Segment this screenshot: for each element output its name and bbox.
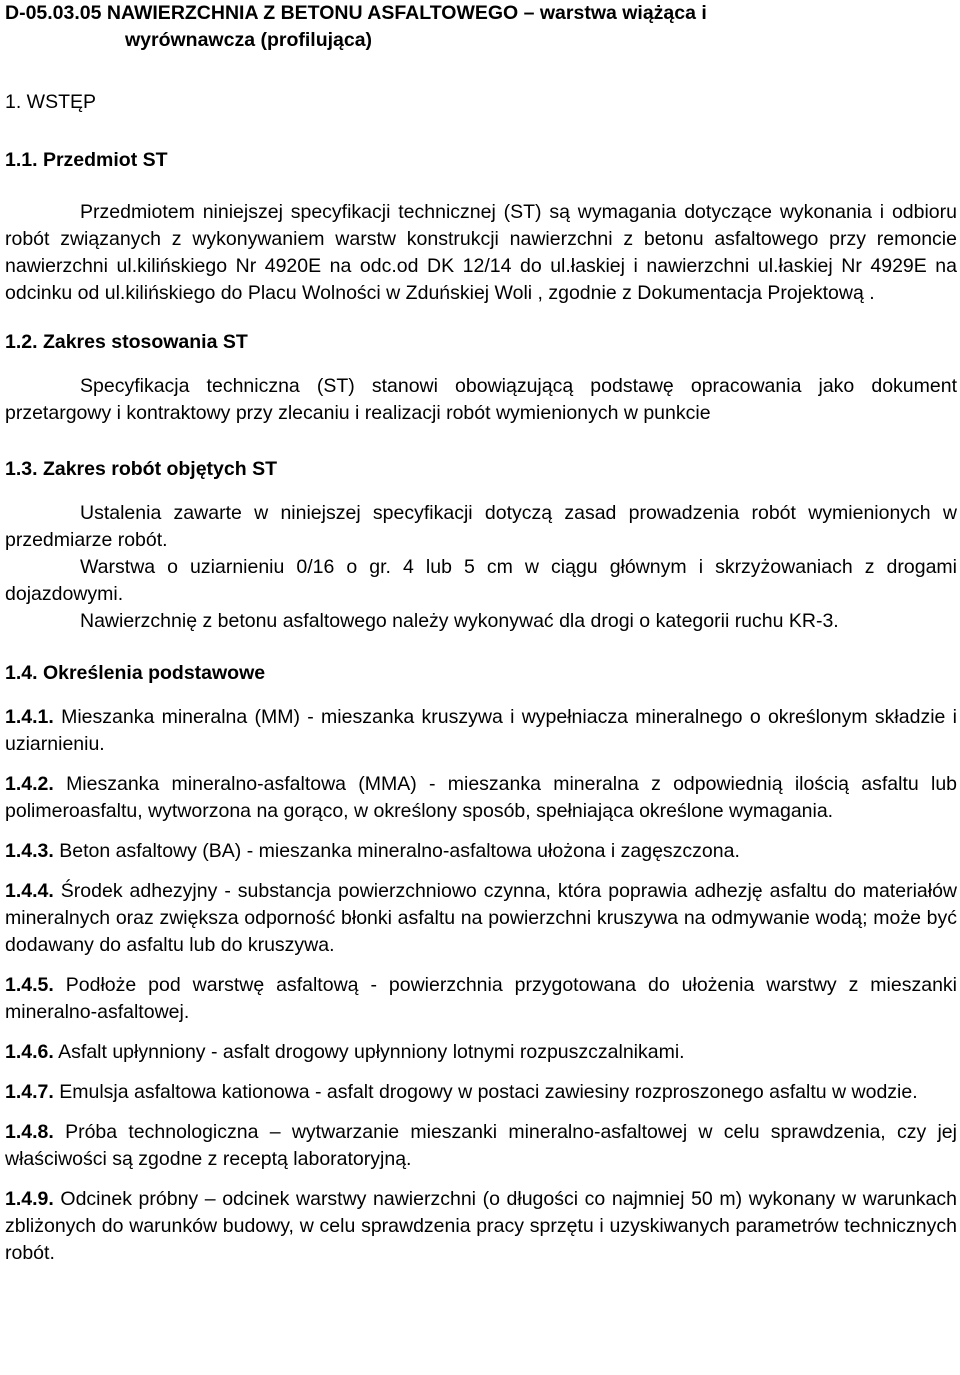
section-1-heading: 1. WSTĘP: [5, 91, 97, 113]
definitions-list: [5, 704, 957, 1267]
definition-number: 1.4.8.: [5, 1121, 54, 1143]
definition-text: Próba technologiczna – wytwarzanie mieszanki mineralno-asfaltowej w celu sprawdzenia, czy jej właściwości są zgodne z receptą laboratoryjną.: [5, 1121, 957, 1170]
section-1-3-body: [5, 500, 957, 635]
definition-item: [5, 878, 957, 959]
definition-item: [5, 704, 957, 758]
definition-text: Mieszanka mineralna (MM) - mieszanka kruszywa i wypełniacza mineralnego o określonym składzie i uziarnieniu.: [5, 706, 958, 755]
section-1-2-body: Specyfikacja techniczna (ST) stanowi obowiązującą podstawę opracowania jako dokument przetargowy i kontraktowy przy zlecaniu i realizacji robót wymienionych w punkcie: [5, 375, 957, 424]
section-1-4-heading: 1.4. Określenia podstawowe: [5, 662, 266, 684]
definition-number: 1.4.1.: [5, 706, 54, 728]
definition-number: 1.4.5.: [5, 974, 54, 996]
title-line-2: wyrównawcza (profilująca): [125, 29, 373, 51]
section-1-3-paragraph: Warstwa o uziarnieniu 0/16 o gr. 4 lub 5 cm w ciągu głównym i skrzyżowaniach z drogami dojazdowymi.: [5, 556, 957, 605]
definition-item: [5, 1186, 957, 1267]
document-title: [5, 0, 957, 54]
definition-number: 1.4.3.: [5, 840, 54, 862]
title-line-1: D-05.03.05 NAWIERZCHNIA Z BETONU ASFALTOWEGO – warstwa wiążąca i: [5, 2, 707, 24]
definition-text: Środek adhezyjny - substancja powierzchniowo czynna, która poprawia adhezję asfaltu do materiałów mineralnych oraz zwiększa odporność błonki asfaltu na powierzchni kruszywa na odmywanie wodą; może być dodawany do asfaltu lub do kruszywa.: [5, 880, 958, 956]
definition-item: [5, 1119, 957, 1173]
section-1-3-heading: 1.3. Zakres robót objętych ST: [5, 458, 277, 480]
definition-number: 1.4.4.: [5, 880, 54, 902]
section-1-1-body: Przedmiotem niniejszej specyfikacji technicznej (ST) są wymagania dotyczące wykonania i odbioru robót związanych z wykonywaniem warstw konstrukcji nawierzchni z betonu asfaltowego przy remoncie nawierzchni ul.kilińskiego Nr 4920E na odc.od DK 12/14 do ul.łaskiej i nawierzchni ul.łaskiej Nr 4929E na odcinku od ul.kilińskiego do Placu Wolności w Zduńskiej Woli , zgodnie z Dokumentacja Projektową .: [5, 201, 957, 304]
definition-item: [5, 1039, 957, 1066]
definition-number: 1.4.9.: [5, 1188, 54, 1210]
definition-number: 1.4.2.: [5, 773, 54, 795]
section-1-3-paragraph: Ustalenia zawarte w niniejszej specyfikacji dotyczą zasad prowadzenia robót wymienionych w przedmiarze robót.: [5, 502, 957, 551]
definition-text: Mieszanka mineralno-asfaltowa (MMA) - mieszanka mineralna z odpowiednią ilością asfaltu lub polimeroasfaltu, wytworzona na gorąco, w określony sposób, spełniająca określone wymagania.: [5, 773, 958, 822]
definition-item: [5, 771, 957, 825]
definition-item: [5, 972, 957, 1026]
definition-text: Asfalt upłynniony - asfalt drogowy upłynniony lotnymi rozpuszczalnikami.: [58, 1041, 685, 1063]
section-1-1-heading: 1.1. Przedmiot ST: [5, 149, 168, 171]
definition-text: Emulsja asfaltowa kationowa - asfalt drogowy w postaci zawiesiny rozproszonego asfaltu w wodzie.: [59, 1081, 918, 1103]
definition-number: 1.4.7.: [5, 1081, 54, 1103]
definition-text: Podłoże pod warstwę asfaltową - powierzchnia przygotowana do ułożenia warstwy z mieszanki mineralno-asfaltowej.: [5, 974, 957, 1023]
definition-text: Odcinek próbny – odcinek warstwy nawierzchni (o długości co najmniej 50 m) wykonany w warunkach zbliżonych do warunków budowy, w celu sprawdzenia pracy sprzętu i uzyskiwanych parametrów technicznych robót.: [5, 1188, 957, 1264]
section-1-3-paragraph: Nawierzchnię z betonu asfaltowego należy wykonywać dla drogi o kategorii ruchu KR-3.: [80, 610, 839, 632]
definition-text: Beton asfaltowy (BA) - mieszanka mineralno-asfaltowa ułożona i zagęszczona.: [59, 840, 740, 862]
definition-item: [5, 1079, 957, 1106]
definition-number: 1.4.6.: [5, 1041, 54, 1063]
definition-item: [5, 838, 957, 865]
section-1-2-heading: 1.2. Zakres stosowania ST: [5, 331, 248, 353]
